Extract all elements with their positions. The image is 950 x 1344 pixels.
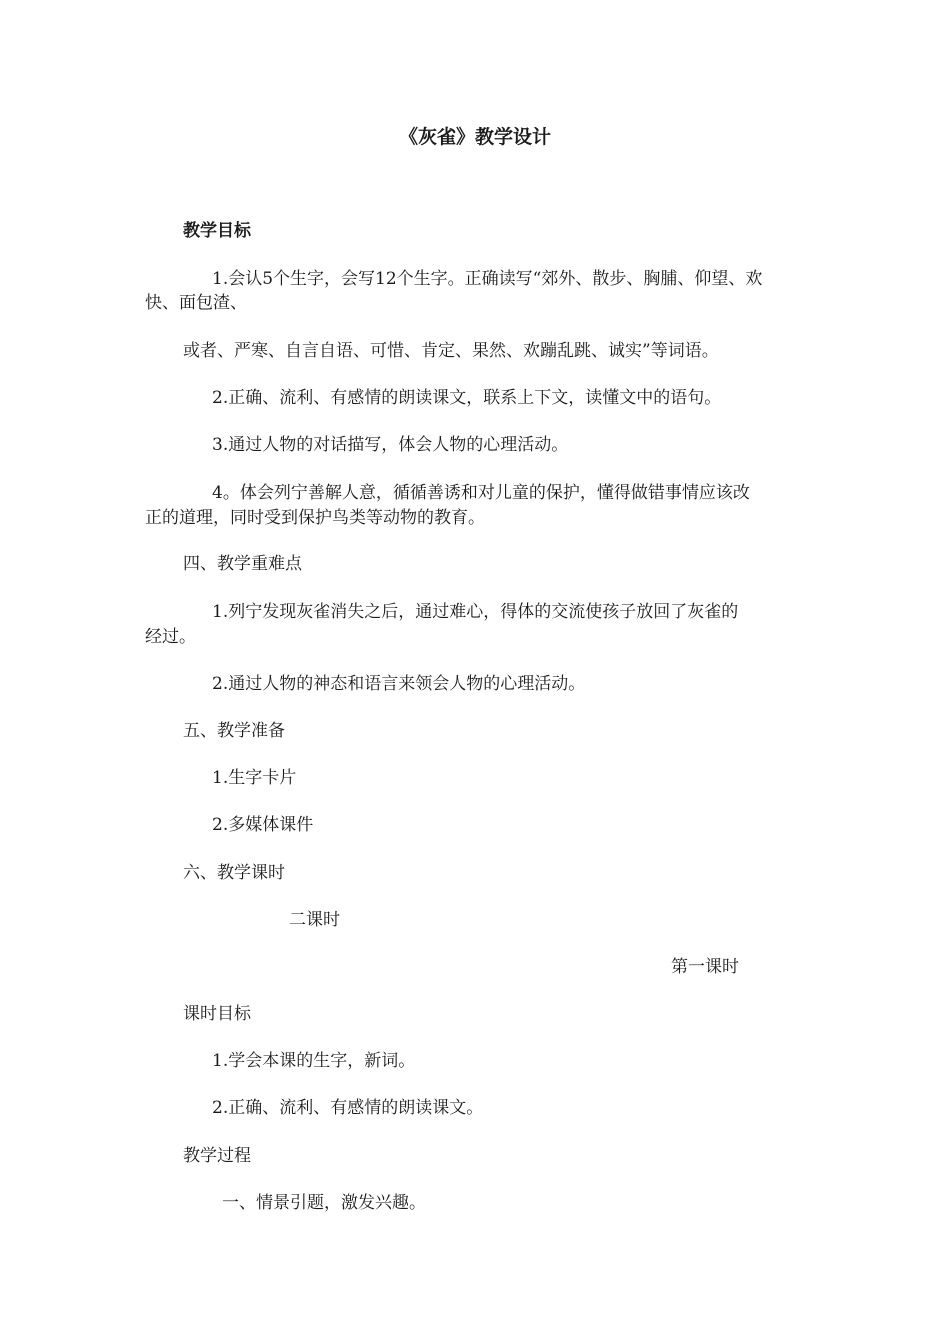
- heading-class-hours: 六、教学课时: [183, 863, 285, 883]
- preparation-1: 1.生字卡片: [212, 768, 297, 788]
- page-title: 《灰雀》教学设计: [398, 126, 551, 148]
- lesson-goal-2: 2.正确、流利、有感情的朗读课文。: [212, 1098, 484, 1118]
- heading-objectives: 教学目标: [183, 221, 251, 241]
- objective-1-line-2: 快、面包渣、: [145, 293, 247, 313]
- objective-1-line-3: 或者、严寒、自言自语、可惜、肯定、果然、欢蹦乱跳、诚实”等词语。: [183, 341, 719, 361]
- objective-4-line-2: 正的道理，同时受到保护鸟类等动物的教育。: [145, 508, 485, 528]
- key-point-2: 2.通过人物的神态和语言来领会人物的心理活动。: [212, 674, 586, 694]
- heading-key-points: 四、教学重难点: [183, 554, 302, 574]
- heading-preparation: 五、教学准备: [183, 721, 285, 741]
- lesson-goal-1: 1.学会本课的生字，新词。: [212, 1051, 416, 1071]
- heading-teaching-process: 教学过程: [183, 1146, 251, 1166]
- key-point-1-line-2: 经过。: [145, 627, 196, 647]
- lesson-one-heading: 第一课时: [671, 957, 739, 977]
- objective-4-line-1: 4。体会列宁善解人意，循循善诱和对儿童的保护，懂得做错事情应该改: [212, 483, 750, 503]
- key-point-1-line-1: 1.列宁发现灰雀消失之后，通过难心，得体的交流使孩子放回了灰雀的: [212, 602, 739, 622]
- objective-2: 2.正确、流利、有感情的朗读课文，联系上下文，读懂文中的语句。: [212, 388, 722, 408]
- process-step-1: 一、情景引题，激发兴趣。: [222, 1193, 426, 1213]
- objective-3: 3.通过人物的对话描写，体会人物的心理活动。: [212, 435, 569, 455]
- objective-1-line-1: 1.会认5个生字，会写12个生字。正确读写“郊外、散步、胸脯、仰望、欢: [212, 269, 763, 289]
- preparation-2: 2.多媒体课件: [212, 815, 314, 835]
- heading-lesson-goals: 课时目标: [183, 1004, 251, 1024]
- class-hours-value: 二课时: [289, 910, 340, 930]
